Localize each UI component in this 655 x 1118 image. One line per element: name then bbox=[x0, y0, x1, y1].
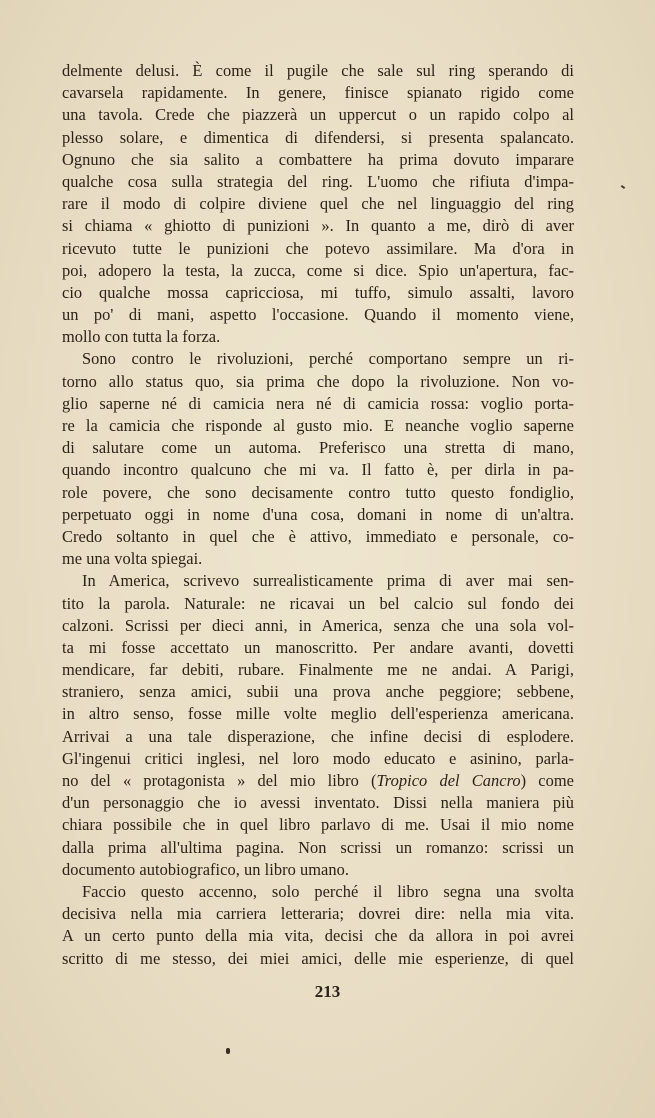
text-line: Gl'ingenui critici inglesi, nel loro modo educato e asinino, parla- bbox=[62, 748, 574, 768]
text-line: glio saperne né di camicia nera né di camicia rossa: voglio porta- bbox=[62, 393, 574, 413]
text-line: Ognuno che sia salito a combattere ha prima dovuto imparare bbox=[62, 149, 574, 169]
text-line: re la camicia che risponde al gusto mio. E neanche voglio saperne bbox=[62, 416, 574, 435]
text-line: si chiama « ghiotto di punizioni ». In quanto a me, dirò di aver bbox=[62, 216, 574, 236]
text-line: cavarsela rapidamente. In genere, finisce spianato rigido come bbox=[62, 83, 574, 103]
text-line: in altro senso, fosse mille volte meglio dell'esperienza americana. bbox=[62, 704, 574, 724]
text-line: scritto di me stesso, dei miei amici, delle mie esperienze, di quel bbox=[62, 948, 574, 968]
text-line: delmente delusi. È come il pugile che sale sul ring sperando di bbox=[62, 61, 574, 80]
text-line: Arrivai a una tale disperazione, che infine decisi di esplodere. bbox=[62, 726, 574, 746]
text-line: poi, adopero la testa, la zucca, come si dice. Spio un'apertura, fac- bbox=[62, 260, 574, 280]
text-line: Sono contro le rivoluzioni, perché comportano sempre un ri- bbox=[82, 349, 574, 369]
text-line: rare il modo di colpire diviene quel che nel linguaggio del ring bbox=[62, 194, 574, 214]
text-line: cio qualche mossa capricciosa, mi tuffo, simulo assalti, lavoro bbox=[62, 282, 574, 302]
text-line: d'un personaggio che io avessi inventato. Dissi nella maniera più bbox=[62, 793, 574, 813]
text-line: tito la parola. Naturale: ne ricavai un bel calcio sul fondo dei bbox=[62, 593, 574, 613]
text-line: Faccio questo accenno, solo perché il libro segna una svolta bbox=[82, 881, 574, 901]
text-line: straniero, senza amici, subii una prova anche peggiore; sebbene, bbox=[62, 682, 574, 702]
text-line: dalla prima all'ultima pagina. Non scrissi un romanzo: scrissi un bbox=[62, 837, 574, 857]
text-line: mendicare, far debiti, rubare. Finalmente me ne andai. A Parigi, bbox=[62, 660, 574, 680]
text-line: decisiva nella mia carriera letteraria; dovrei dire: nella mia vita. bbox=[62, 904, 574, 924]
paper-speck bbox=[621, 185, 625, 189]
text-line: Credo soltanto in quel che è attivo, immediato e personale, co- bbox=[62, 526, 574, 546]
page-number: 213 bbox=[314, 982, 341, 1001]
book-title: Tropico del Cancro bbox=[376, 771, 521, 790]
text-line: documento autobiografico, un libro umano. bbox=[62, 859, 349, 879]
ink-dot bbox=[226, 1048, 230, 1054]
text-line: calzoni. Scrissi per dieci anni, in America, senza che una sola vol- bbox=[62, 615, 574, 635]
text-line: ta mi fosse accettato un manoscritto. Per andare avanti, dovetti bbox=[62, 637, 574, 657]
text-line: qualche cosa sulla strategia del ring. L'uomo che rifiuta d'impa- bbox=[62, 171, 574, 191]
text-line: quando incontro qualcuno che mi va. Il fatto è, per dirla in pa- bbox=[62, 460, 574, 480]
text-line: plesso solare, e dimentica di difendersi, si presenta spalancato. bbox=[62, 127, 574, 147]
text-line: me una volta spiegai. bbox=[62, 549, 203, 569]
text-line: perpetuato oggi in nome d'una cosa, domani in nome di un'altra. bbox=[62, 504, 574, 524]
text-line: role povere, che sono decisamente contro tutto questo fondiglio, bbox=[62, 482, 574, 502]
text-line: torno allo status quo, sia prima che dopo la rivoluzione. Non vo- bbox=[62, 371, 574, 391]
text-line: di salutare come un automa. Preferisco una stretta di mano, bbox=[62, 438, 574, 458]
text-line: A un certo punto della mia vita, decisi che da allora in poi avrei bbox=[62, 926, 574, 946]
text-line: un po' di mani, aspetto l'occasione. Quando il momento viene, bbox=[62, 305, 574, 325]
text-line: mollo con tutta la forza. bbox=[62, 327, 221, 347]
body-text bbox=[62, 60, 574, 970]
text-line: In America, scrivevo surrealisticamente prima di aver mai sen- bbox=[82, 571, 574, 591]
text-line: no del « protagonista » del mio libro (Tropico del Cancro) come bbox=[62, 771, 574, 790]
text-line: una tavola. Crede che piazzerà un uppercut o un rapido colpo al bbox=[62, 105, 574, 125]
text-line: ricevuto tutte le punizioni che potevo assimilare. Ma d'ora in bbox=[62, 238, 574, 258]
text-line: chiara possibile che in quel libro parlavo di me. Usai il mio nome bbox=[62, 815, 574, 835]
